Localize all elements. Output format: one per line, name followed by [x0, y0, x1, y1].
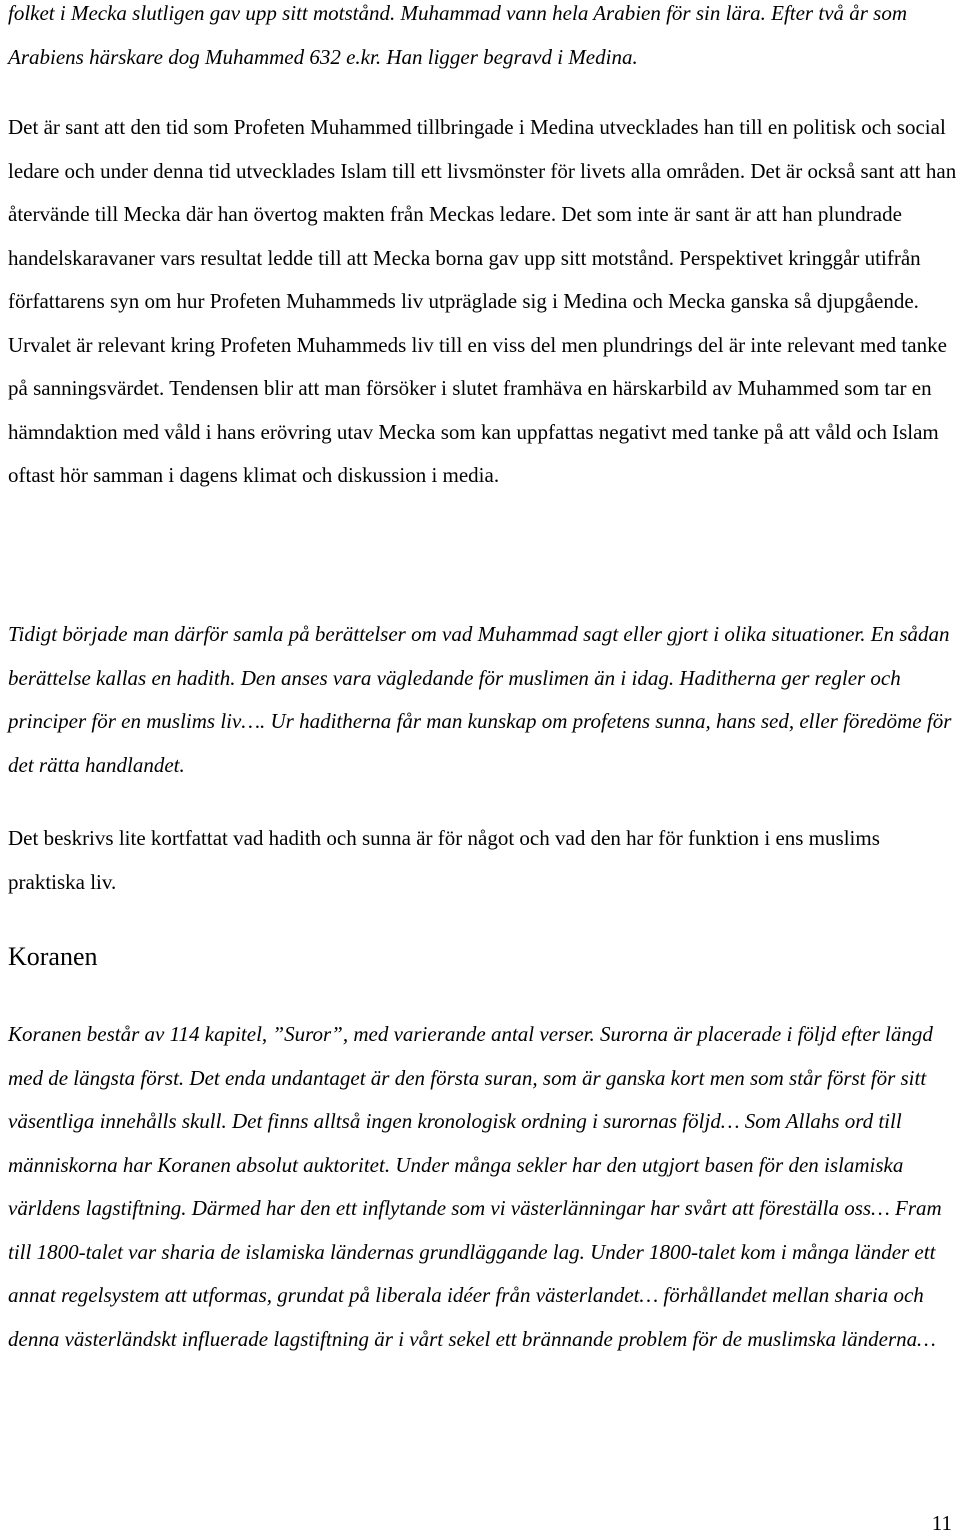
quote-paragraph-arabia: folket i Mecka slutligen gav upp sitt motstånd. Muhammad vann hela Arabien för sin lära. Efter två år som Arabiens härskare dog Muhammed 632 e.kr. Han ligger begravd i Medina.	[8, 1, 908, 69]
analysis-paragraph-hadith: Det beskrivs lite kortfattat vad hadith och sunna är för något och vad den har för funktion i ens muslims praktiska liv.	[8, 826, 880, 894]
quote-paragraph-hadith: Tidigt började man därför samla på berättelser om vad Muhammad sagt eller gjort i olika situationer. En sådan berättelse kallas en hadith. Den anses vara vägledande för muslimen än i idag. Haditherna ger regler och principer för en muslims liv…. Ur haditherna får man kunskap om profetens sunna, hans sed, eller föredöme för det rätta handlandet.	[8, 622, 952, 777]
section-heading-koranen: Koranen	[8, 942, 98, 971]
page-number: 11	[931, 1511, 952, 1535]
quote-paragraph-koran: Koranen består av 114 kapitel, ”Suror”, med varierande antal verser. Surorna är placerade i följd efter längd med de längsta först. Det enda undantaget är den första suran, som är ganska kort men som står först för sitt väsentliga innehålls skull. Det finns alltså ingen kronologisk ordning i surornas följd… Som Allahs ord till människorna har Koranen absolut auktoritet. Under många sekler har den utgjort basen för den islamiska världens lagstiftning. Därmed har den ett inflytande som vi västerlänningar har svårt att föreställa oss… Fram till 1800-talet var sharia de islamiska ländernas grundläggande lag. Under 1800-talet kom i många länder ett annat regelsystem att utformas, grundat på liberala idéer från västerlandet… förhållandet mellan sharia och denna västerländskt influerade lagstiftning är i vårt sekel ett brännande problem för de muslimska länderna…	[8, 1022, 942, 1351]
analysis-paragraph-medina: Det är sant att den tid som Profeten Muhammed tillbringade i Medina utvecklades han till en politisk och social ledare och under denna tid utvecklades Islam till ett livsmönster för livets alla områden. Det är också sant att han återvände till Mecka där han övertog makten från Meckas ledare. Det som inte är sant är att han plundrade handelskaravaner vars resultat ledde till att Mecka borna gav upp sitt motstånd. Perspektivet kringgår utifrån författarens syn om hur Profeten Muhammeds liv utpräglade sig i Medina och Mecka ganska så djupgående. Urvalet är relevant kring Profeten Muhammeds liv till en viss del men plundrings del är inte relevant med tanke på sanningsvärdet. Tendensen blir att man försöker i slutet framhäva en härskarbild av Muhammed som tar en hämndaktion med våld i hans erövring utav Mecka som kan uppfattas negativt med tanke på att våld och Islam oftast hör samman i dagens klimat och diskussion i media.	[8, 115, 957, 487]
